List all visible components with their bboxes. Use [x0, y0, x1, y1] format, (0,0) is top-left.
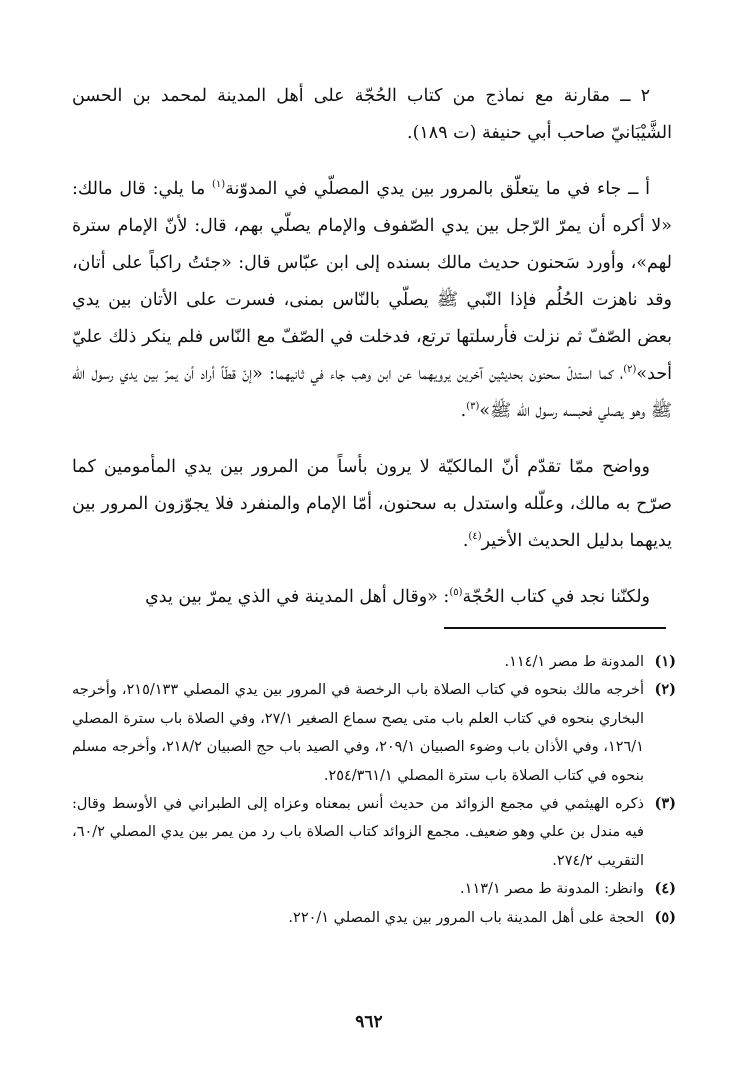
footnote-marker-4[interactable]: (٤)	[468, 531, 482, 542]
footnote-text: الحجة على أهل المدينة باب المرور بين يدي المصلي ٢٢٠/١.	[288, 909, 644, 926]
footnote-marker-1[interactable]: (١)	[211, 179, 226, 190]
paragraph-2-text-c: ، كما استدلّ سحنون بحديثين آخرين يرويهما عن ابن وهب جاء في ثانيهما: «إنّ قطّاً أراد أن يمرّ بين يدي رسول الله ﷺ وهو يصلي فحبسه رسول الله ﷺ»	[72, 364, 672, 421]
footnote-marker-5[interactable]: (٥)	[449, 587, 463, 598]
paragraph-2-text-b: ما يلي: قال مالك: «لا أكره أن يمرّ الرّجل بين يدي الصّفوف والإمام يصلّي بهم، قال: لأنّ الإمام سترة لهم»، وأورد سَحنون حديث مالك بسنده إلى ابن عبّاس قال: «جئتُ راكباً على أتان، وقد ناهزت الحُلُم فإذا النّبي ﷺ يصلّي بالنّاس بمنى، فسرت على الأتان بين يدي بعض الصّفّ ثم نزلت فأرسلتها ترتع، فدخلت في الصّفّ مع النّاس فلم ينكر ذلك عليّ أحد»	[72, 179, 672, 384]
footnote-1	[72, 648, 676, 676]
footnote-marker-2[interactable]: (٢)	[623, 364, 637, 375]
footnote-marker-3[interactable]: (٣)	[466, 401, 480, 412]
footnote-text: ذكره الهيثمي في مجمع الزوائد من حديث أنس بمعناه وعزاه إلى الطبراني في الأوسط وقال: فيه مندل بن علي وهو ضعيف. مجمع الزوائد كتاب الصلاة باب رد من يمر بين يدي المصلي ٦٠/٢، التقريب ٢٧٤/٢.	[72, 796, 644, 869]
footnote-text: المدونة ط مصر ١١٤/١.	[504, 654, 644, 670]
footnote-2	[72, 676, 676, 790]
footnote-number: (٣)	[654, 795, 676, 813]
paragraph-1-text: ٢ ــ مقارنة مع نماذج من كتاب الحُجّة على أهل المدينة لمحمد بن الحسن الشَّيْبَانيّ صاحب أبي حنيفة (ت ١٨٩).	[72, 86, 672, 143]
paragraph-4-text-b: : «وقال أهل المدينة في الذي يمرّ بين يدي	[145, 587, 450, 607]
footnote-number: (٤)	[654, 880, 676, 898]
footnote-text: وانظر: المدونة ط مصر ١١٣/١.	[460, 881, 644, 898]
paragraph-2-text-a: أ ــ جاء في ما يتعلّق بالمرور بين يدي المصلّي في المدوّنة	[225, 179, 650, 199]
paragraph-3-text-b: .	[462, 531, 469, 551]
paragraph-3	[72, 449, 672, 560]
footnote-5	[72, 904, 676, 932]
footnote-3	[72, 790, 676, 875]
paragraph-3-text-a: وواضح ممّا تقدّم أنّ المالكيّة لا يرون بأساً من المرور بين يدي المأمومين كما صرّح به مالك، وعلّله واستدل به سحنون، أمّا الإمام والمنفرد فلا يجوّزون المرور بين يديهما بدليل الحديث الأخير	[72, 457, 672, 551]
paragraph-2-text-d: .	[460, 401, 467, 421]
footnote-4	[72, 875, 676, 903]
main-text	[72, 78, 672, 635]
paragraph-2	[72, 171, 672, 430]
footnote-separator	[444, 627, 666, 629]
footnotes	[72, 648, 676, 932]
footnote-number: (٥)	[654, 908, 676, 926]
paragraph-4-text-a: ولكنّنا نجد في كتاب الحُجّة	[462, 587, 650, 607]
paragraph-1	[72, 78, 672, 152]
footnote-number: (١)	[654, 653, 676, 670]
footnote-text: أخرجه مالك بنحوه في كتاب الصلاة باب الرخصة في المرور بين يدي المصلي ٢١٥/١٣٣، وأخرجه البخاري بنحوه في كتاب العلم باب متى يصح سماع الصغير ٢٧/١، وفي الصلاة باب سترة المصلي ١٢٦/١، وفي الأذان باب وضوء الصبيان ٢٠٩/١، وفي الصيد باب حج الصبيان ٢١٨/٢، وأخرجه مسلم بنحوه في كتاب الصلاة باب سترة المصلي ٢٥٤/٣٦١/١.	[72, 682, 645, 784]
page-number: ٩٦٢	[355, 1012, 383, 1032]
paragraph-4	[72, 579, 672, 616]
footnote-number: (٢)	[654, 681, 676, 699]
